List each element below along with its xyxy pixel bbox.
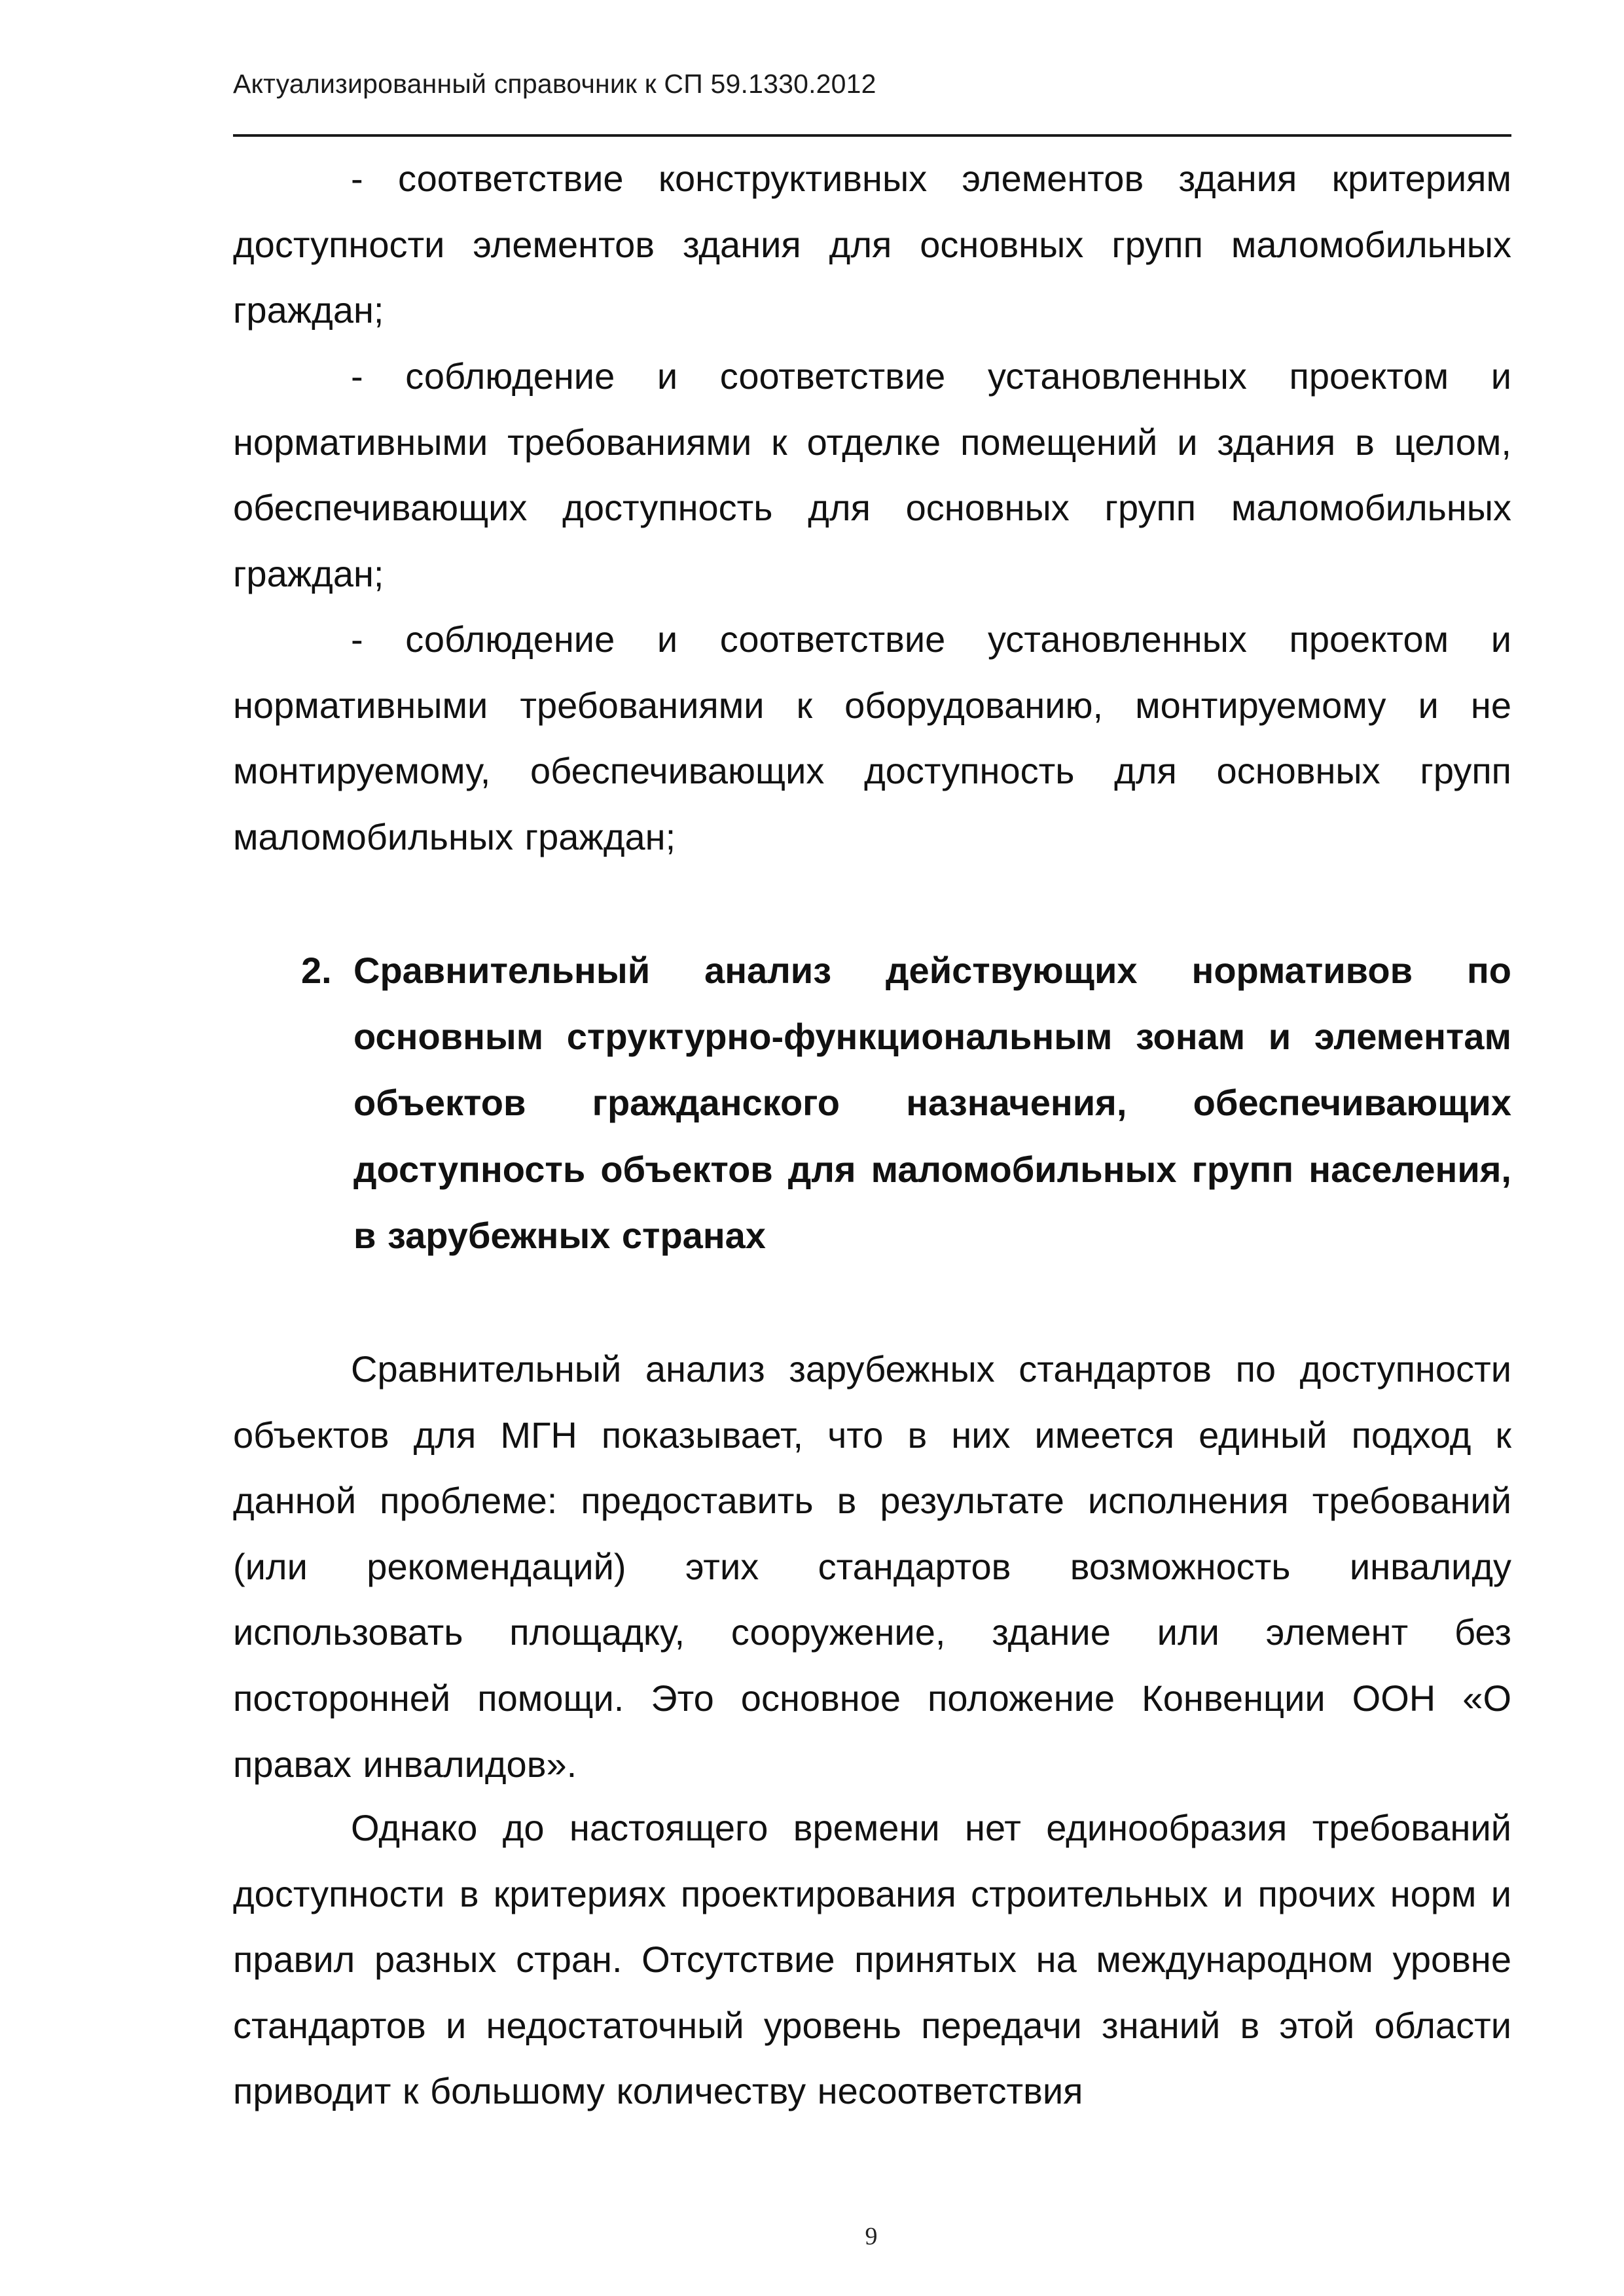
body-paragraph: Сравнительный анализ зарубежных стандартов по доступности объектов для МГН показывает, что в них имеется единый подход к данной проблеме: предоставить в результате исполнения требований (или рекомендаций) этих стандартов возможность инвалиду использовать площадку, сооружение, здание или элемент без посторонней помощи. Это основное положение Конвенции ООН «О правах инвалидов».: [233, 1348, 1511, 1785]
header-divider: [233, 134, 1511, 137]
body-paragraph: Однако до настоящего времени нет единообразия требований доступности в критериях проектирования строительных и прочих норм и правил разных стран. Отсутствие принятых на международном уровне стандартов и недостаточный уровень передачи знаний в этой области приводит к большому количеству несоответствия: [233, 1807, 1511, 2112]
list-item: - соответствие конструктивных элементов здания критериям доступности элементов здания для основных групп маломобильных граждан;: [233, 158, 1511, 331]
page-number: 9: [865, 2223, 878, 2250]
list-item: - соблюдение и соответствие установленных проектом и нормативными требованиями к оборудованию, монтируемому и не монтируемому, обеспечивающих доступность для основных групп маломобильных граждан;: [233, 619, 1511, 857]
running-header: Актуализированный справочник к СП 59.1330.2012: [233, 69, 876, 99]
section-heading: [301, 937, 1511, 1268]
section-title: Сравнительный анализ действующих нормативов по основным структурно-функциональным зонам и элементам объектов гражданского назначения, обеспечивающих доступность объектов для маломобильных групп населения, в зарубежных странах: [353, 950, 1511, 1256]
section-number: 2.: [301, 950, 332, 991]
list-item: - соблюдение и соответствие установленных проектом и нормативными требованиями к отделке помещений и здания в целом, обеспечивающих доступность для основных групп маломобильных граждан;: [233, 355, 1511, 594]
